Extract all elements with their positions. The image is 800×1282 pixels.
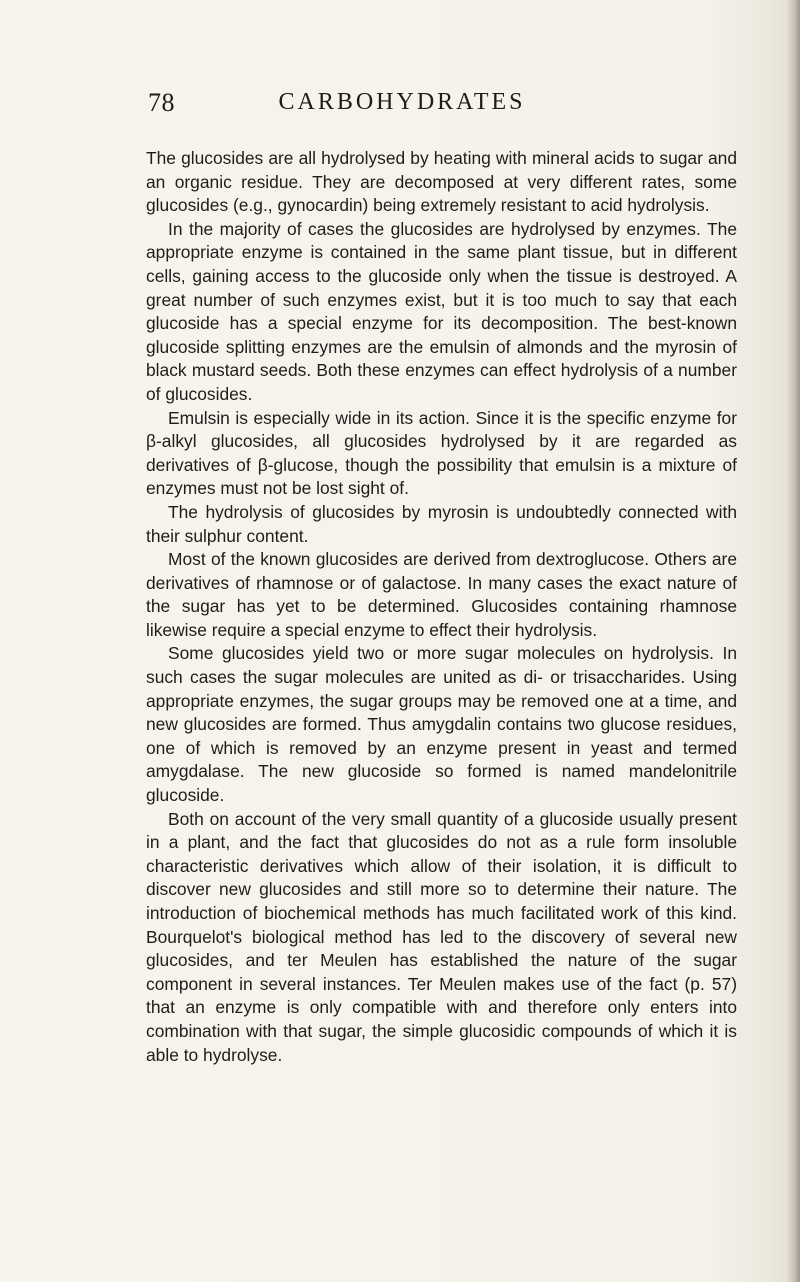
- page-header: [0, 88, 800, 128]
- paragraph: In the majority of cases the glucosides are hydrolysed by enzymes. The appropriate enzyme is contained in the same plant tissue, but in different cells, gaining access to the glucoside only when the tissue is destroyed. A great number of such enzymes exist, but it is too much to say that each glucoside has a special enzyme for its decomposition. The best-known glucoside splitting enzymes are the emulsin of almonds and the myrosin of black mustard seeds. Both these enzymes can effect hydrolysis of a number of glucosides.: [146, 218, 737, 404]
- paragraph: The hydrolysis of glucosides by myrosin is undoubtedly connected with their sulphur content.: [146, 501, 737, 546]
- running-head: [0, 89, 800, 116]
- page-number: 78: [148, 88, 175, 117]
- paragraph: Both on account of the very small quantity of a glucoside usually present in a plant, and the fact that glucosides do not as a rule form insoluble characteristic derivatives which allow of their isolation, it is difficult to discover new glucosides and still more so to determine their nature. The introduction of biochemical methods has much facilitated work of this kind. Bourquelot's biological method has led to the discovery of several new glucosides, and ter Meulen has established the nature of the sugar component in several instances. Ter Meulen makes use of the fact (p. 57) that an enzyme is only compatible with and therefore only enters into combination with that sugar, the simple glucosidic compounds of which it is able to hydrolyse.: [146, 808, 737, 1065]
- paragraph: Most of the known glucosides are derived from dextroglucose. Others are derivatives of rhamnose or of galactose. In many cases the exact nature of the sugar has yet to be determined. Glucosides containing rhamnose likewise require a special enzyme to effect their hydrolysis.: [146, 549, 737, 640]
- running-head-text: CARBOHYDRATES: [278, 89, 526, 115]
- paragraph: The glucosides are all hydrolysed by heating with mineral acids to sugar and an organic residue. They are decomposed at very different rates, some glucosides (e.g., gynocardin) being extremely resistant to acid hydrolysis.: [146, 148, 737, 216]
- body-text: [146, 147, 737, 1067]
- page-edge-shadow: [786, 0, 800, 1282]
- paragraph: Emulsin is especially wide in its action. Since it is the specific enzyme for β-alkyl glucosides, all glucosides hydrolysed by it are regarded as derivatives of β-glucose, though the possibility that emulsin is a mixture of enzymes must not be lost sight of.: [146, 407, 737, 499]
- paragraph: Some glucosides yield two or more sugar molecules on hydrolysis. In such cases the sugar molecules are united as di- or trisaccharides. Using appropriate enzymes, the sugar groups may be removed one at a time, and new glucosides are formed. Thus amygdalin contains two glucose residues, one of which is removed by an enzyme present in yeast and termed amygdalase. The new glucoside so formed is named mandelonitrile glucoside.: [146, 643, 737, 806]
